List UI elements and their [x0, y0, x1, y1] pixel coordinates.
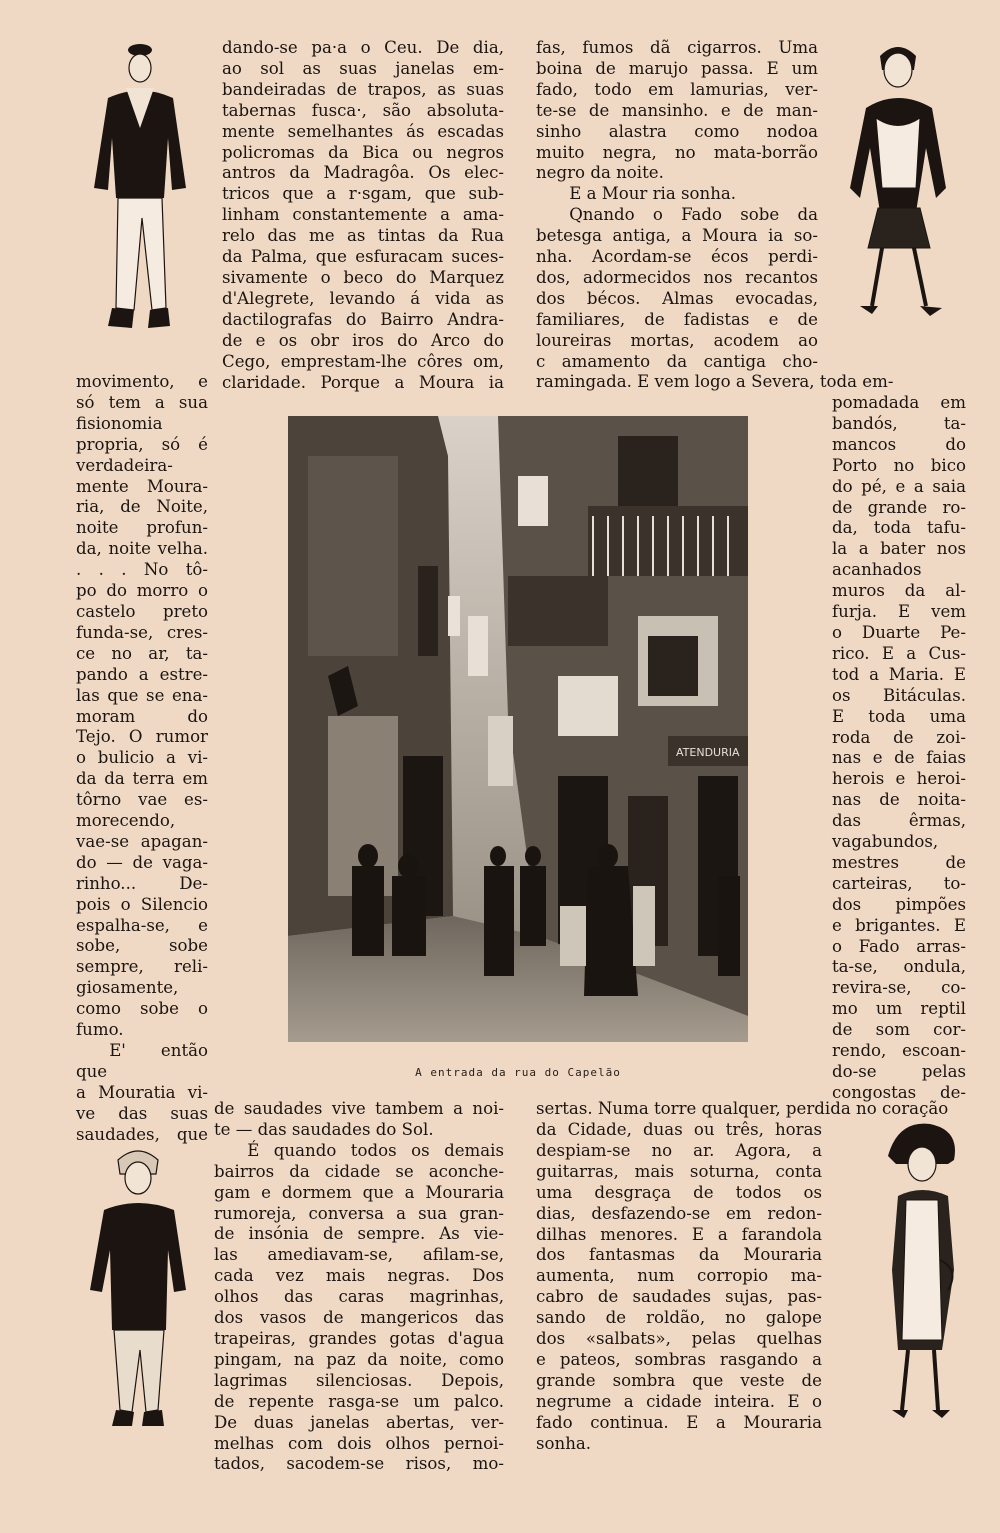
text-line: giosamente,	[76, 978, 179, 998]
text-line: nha. Acordam-se écos perdi-	[536, 247, 818, 267]
text-line: como sobe o	[76, 999, 208, 1019]
text-line: E toda uma	[832, 706, 966, 726]
text-line: betesga antiga, a Moura ia so-	[536, 226, 818, 246]
column-right-narrow	[832, 393, 966, 1104]
text-line: nas e de faias	[832, 748, 966, 768]
text-line: funda-se, cres-	[76, 622, 208, 642]
text-line: gam e dormem que a Mouraria	[214, 1182, 504, 1202]
text-line: despiam-se no ar. Agora, a	[536, 1140, 822, 1160]
text-line: congostas de-	[832, 1082, 966, 1102]
text-line: de repente rasga-se um palco.	[214, 1391, 504, 1411]
text-line: uma desgraça de todos os	[536, 1182, 822, 1202]
text-line: cada vez mais negras. Dos	[214, 1266, 504, 1286]
column-left-narrow	[76, 372, 208, 1146]
text-line: sertas. Numa torre qualquer, perdida no coração	[536, 1099, 949, 1118]
text-line: trapeiras, grandes gotas d'agua	[214, 1328, 504, 1348]
text-line: las amediavam-se, afilam-se,	[214, 1245, 504, 1265]
text-line: olhos das caras magrinhas,	[214, 1287, 504, 1307]
text-line: dos pimpões	[832, 894, 966, 914]
text-line: mo um reptil	[832, 999, 966, 1019]
text-line: mente semelhantes ás escadas	[222, 121, 504, 141]
text-line: saudades, que	[76, 1124, 208, 1144]
text-line: familiares, de fadistas e de	[536, 309, 818, 329]
text-line: de som cor-	[832, 1020, 966, 1040]
text-line: c amamento da cantiga cho-	[536, 351, 818, 371]
text-line: rumoreja, conversa a sua gran-	[214, 1203, 504, 1223]
text-line: castelo preto	[76, 601, 208, 621]
text-line: pando a estre-	[76, 664, 208, 684]
text-line: E a Mour ria sonha.	[569, 184, 737, 204]
text-line: claridade. Porque a Moura ia	[222, 372, 504, 392]
text-line: mancos do	[832, 434, 966, 454]
text-line: ramingada. E vem logo a Severa, toda em-	[536, 372, 894, 391]
text-line: antros da Madragôa. Os elec-	[222, 163, 504, 183]
photo-caption: A entrada da rua do Capelão	[415, 1066, 621, 1079]
text-line: vae-se apagan-	[76, 831, 208, 851]
text-line: sando de roldão, no galope	[536, 1308, 822, 1328]
text-line: dando-se pa·a o Ceu. De dia,	[222, 38, 504, 57]
text-line: negro da noite.	[536, 163, 664, 183]
text-line: sobe, sobe	[76, 936, 208, 956]
text-line: rendo, escoan-	[832, 1041, 966, 1061]
shop-sign: ATENDURIA	[676, 746, 740, 759]
text-line: grande sombra que veste de	[536, 1370, 822, 1390]
text-line: fumo.	[76, 1020, 124, 1040]
column-bottom-middle	[214, 1099, 504, 1475]
text-line: mente Moura-	[76, 476, 208, 496]
text-line: d'Alegrete, levando á vida as	[222, 288, 504, 308]
text-line: fas, fumos dã cigarros. Uma	[536, 38, 818, 57]
text-line: fado continua. E a Mouraria	[536, 1412, 822, 1432]
text-line: ve das suas	[76, 1103, 208, 1123]
text-line: cabro de saudades sujas, pas-	[536, 1287, 822, 1307]
text-line: pomadada em	[832, 393, 966, 412]
text-line: melhas com dois olhos pernoi-	[214, 1433, 504, 1453]
text-line: tod a Maria. E	[832, 664, 966, 684]
text-line: pingam, na paz da noite, como	[214, 1349, 504, 1369]
text-line: das êrmas,	[832, 811, 966, 831]
text-line: o bulicio a vi-	[76, 748, 208, 768]
text-line: do pé, e a saia	[832, 476, 966, 496]
text-line: os Bitáculas.	[832, 685, 966, 705]
text-line: sinho alastra como nodoa	[536, 121, 818, 141]
sailor-figure-illustration	[78, 38, 198, 338]
text-line: fisionomia	[76, 413, 163, 433]
text-line: espalha-se, e	[76, 915, 208, 935]
text-line: tabernas fusca·, são absoluta-	[222, 100, 504, 120]
text-line: Qnando o Fado sobe da	[569, 205, 818, 225]
text-line: E' então que	[76, 1041, 208, 1081]
text-line: muros da al-	[832, 581, 966, 601]
woman-shawl-illustration	[842, 38, 952, 328]
text-line: roda de zoi-	[832, 727, 966, 747]
text-line: dilhas menores. E a farandola	[536, 1224, 822, 1244]
text-line: fado, todo em lamurias, ver-	[536, 79, 818, 99]
column-top-middle	[222, 38, 504, 393]
text-line: dos bécos. Almas evocadas,	[536, 288, 818, 308]
text-line: bandeiradas de trapos, as suas	[222, 79, 504, 99]
text-line: muito negra, no mata-borrão	[536, 142, 818, 162]
column-top-right	[536, 38, 818, 373]
text-line: De duas janelas abertas, ver-	[214, 1412, 504, 1432]
text-line: tricos que a r·sgam, que sub-	[222, 184, 504, 204]
text-line: Cego, emprestam-lhe côres om,	[222, 351, 504, 371]
text-line: . . . No tô-	[76, 560, 208, 580]
street-photo	[288, 416, 748, 1042]
text-line: de e os obr iros do Arco do	[222, 330, 504, 350]
text-line: relo das me as tintas da Rua	[222, 226, 504, 246]
text-line: te — das saudades do Sol.	[214, 1119, 434, 1139]
text-line: herois e heroi-	[832, 769, 966, 789]
text-line: mestres de	[832, 852, 966, 872]
text-line: lagrimas silenciosas. Depois,	[214, 1370, 504, 1390]
text-line: loureiras mortas, acodem ao	[536, 330, 818, 350]
text-line: da Palma, que esfuracam suces-	[222, 247, 504, 267]
text-line: acanhados	[832, 560, 922, 580]
text-line: da da terra em	[76, 769, 208, 789]
text-line: sivamente o beco do Marquez	[222, 267, 504, 287]
text-line: dos «salbats», pelas quelhas	[536, 1329, 822, 1349]
text-line: ria, de Noite,	[76, 497, 208, 517]
text-line: dos vasos de mangericos das	[214, 1308, 504, 1328]
text-line: nas de noita-	[832, 790, 966, 810]
text-line: dias, desfazendo-se em redon-	[536, 1203, 822, 1223]
text-line: te-se de mansinho. e de man-	[536, 100, 818, 120]
text-line: dos, adormecidos nos recantos	[536, 267, 818, 287]
text-line: de saudades vive tambem a noi-	[214, 1099, 504, 1118]
text-line: ta-se, ondula,	[832, 957, 966, 977]
text-line: carteiras, to-	[832, 873, 966, 893]
text-line: a Mouratia vi-	[76, 1082, 208, 1102]
text-line: morecendo,	[76, 811, 176, 831]
text-line: vagabundos,	[832, 832, 939, 852]
text-line: rico. E a Cus-	[832, 643, 966, 663]
column-bottom-right	[536, 1120, 822, 1455]
text-line: negrume a cidade inteira. E o	[536, 1391, 822, 1411]
text-line: bairros da cidade se aconche-	[214, 1161, 504, 1181]
text-line: sempre, reli-	[76, 957, 208, 977]
text-line: dactilografas do Bairro Andra-	[222, 309, 504, 329]
text-line: la a bater nos	[832, 539, 966, 559]
text-line: guitarras, mais soturna, conta	[536, 1161, 822, 1181]
text-line: da, noite velha.	[76, 539, 208, 559]
text-line: de grande ro-	[832, 497, 966, 517]
woman-cap-illustration	[82, 1140, 192, 1440]
text-line: do-se pelas	[832, 1062, 966, 1081]
text-line: bandós, ta-	[832, 413, 966, 433]
text-line: movimento, e	[76, 372, 208, 391]
woman-apron-illustration	[868, 1120, 978, 1430]
text-line: e pateos, sombras rasgando a	[536, 1349, 822, 1369]
text-line: policromas da Bica ou negros	[222, 142, 504, 162]
text-line: propria, só é	[76, 434, 208, 454]
bottom-spanning-line	[536, 1099, 966, 1120]
text-line: só tem a sua	[76, 392, 208, 412]
text-line: da, toda tafu-	[832, 518, 966, 538]
text-line: É quando todos os demais	[247, 1140, 504, 1160]
text-line: da Cidade, duas ou três, horas	[536, 1120, 822, 1139]
text-line: ce no ar, ta-	[76, 643, 208, 663]
text-line: e brigantes. E	[832, 915, 966, 935]
text-line: po do morro o	[76, 581, 208, 601]
text-line: moram do	[76, 706, 208, 726]
text-line: ao sol as suas janelas em-	[222, 58, 504, 78]
text-line: tados, sacodem-se risos, mo-	[214, 1454, 504, 1474]
text-line: noite profun-	[76, 518, 208, 538]
text-line: furja. E vem	[832, 602, 966, 622]
text-line: Tejo. O rumor	[76, 727, 208, 747]
text-line: revira-se, co-	[832, 978, 966, 998]
text-line: boina de marujo passa. E um	[536, 58, 818, 78]
text-line: linham constantemente a ama-	[222, 205, 504, 225]
text-line: do — de vaga-	[76, 852, 208, 872]
text-line: Porto no bico	[832, 455, 966, 475]
spanning-line	[536, 372, 966, 393]
text-line: sonha.	[536, 1433, 592, 1453]
text-line: dos fantasmas da Mouraria	[536, 1245, 822, 1265]
text-line: verdadeira-	[76, 455, 173, 475]
text-line: o Fado arras-	[832, 936, 966, 956]
text-line: o Duarte Pe-	[832, 622, 966, 642]
text-line: rinho... De-	[76, 873, 208, 893]
text-line: pois o Silencio	[76, 894, 208, 914]
text-line: las que se ena-	[76, 685, 208, 705]
text-line: de insónia de sempre. As vie-	[214, 1224, 504, 1244]
text-line: tôrno vae es-	[76, 790, 208, 810]
text-line: aumenta, num corropio ma-	[536, 1266, 822, 1286]
